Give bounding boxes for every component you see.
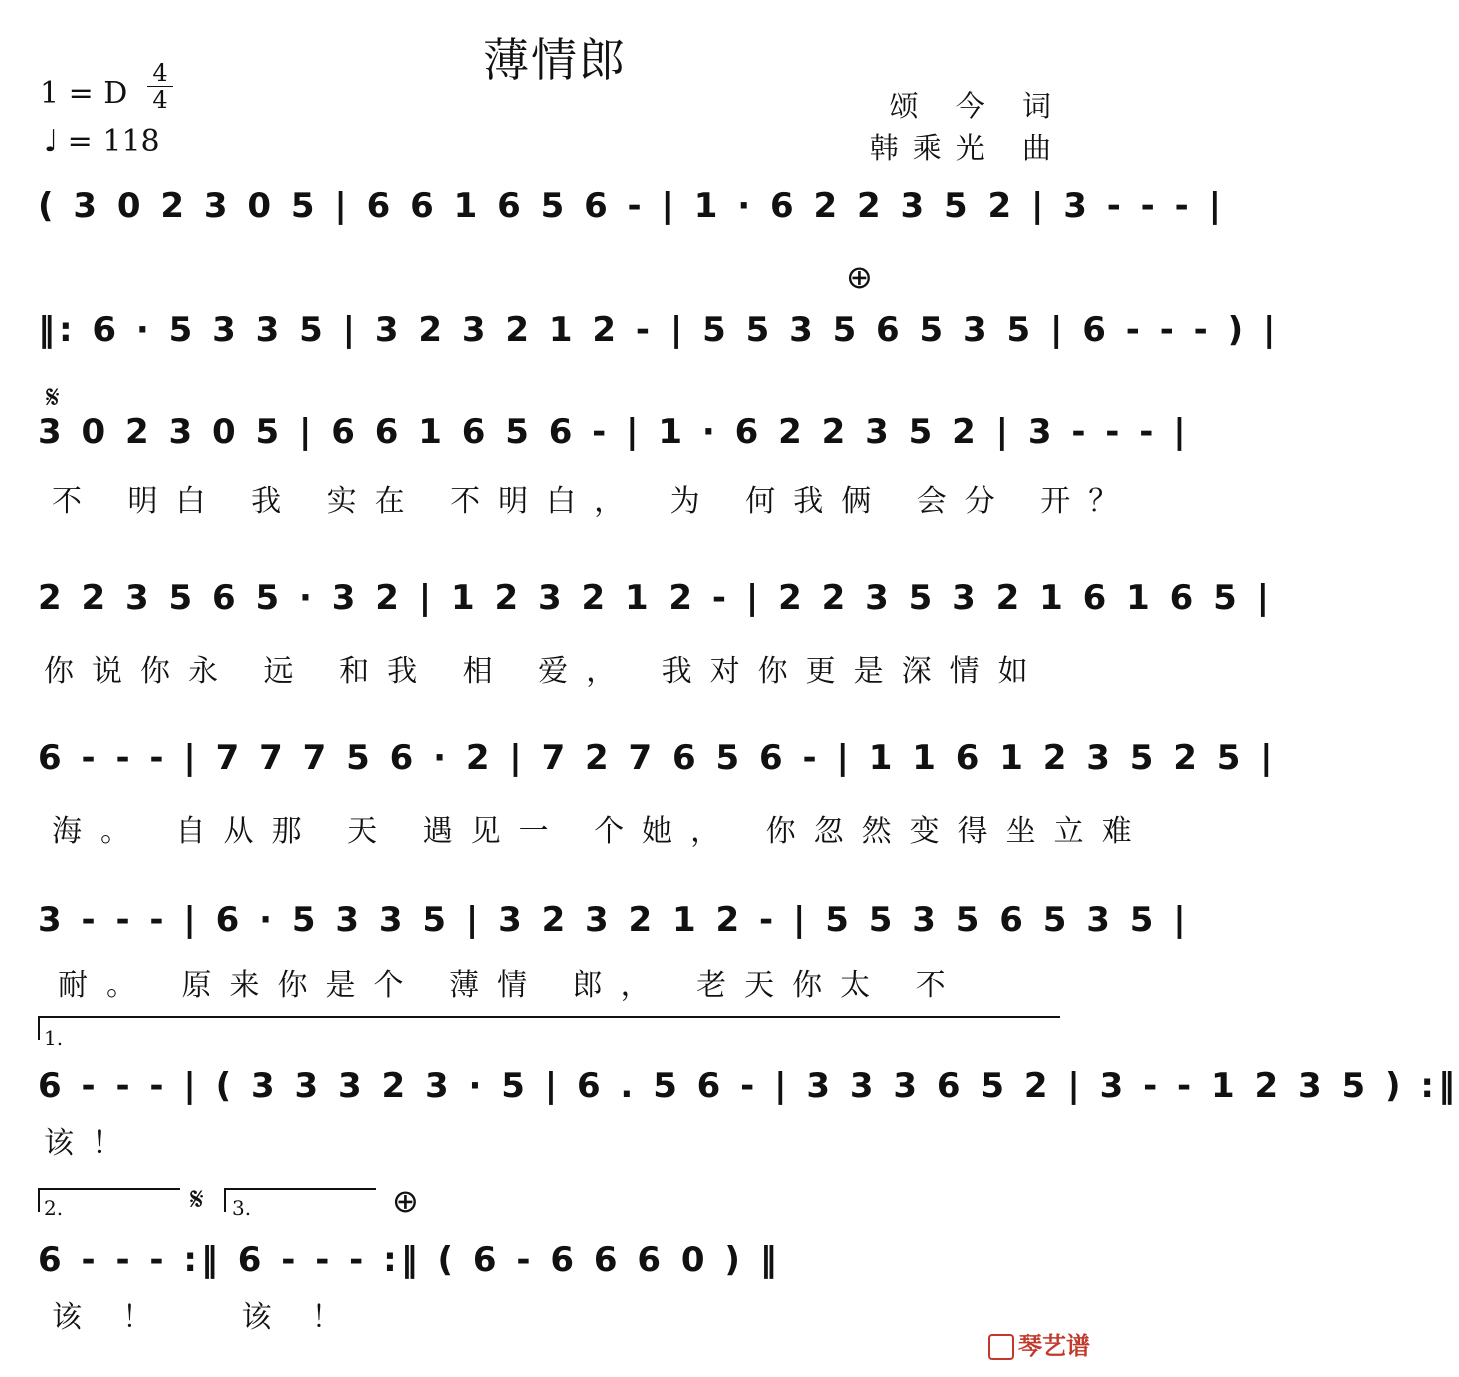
- volta-label-2: 2.: [44, 1196, 64, 1220]
- segno-icon: 𝄋: [190, 1180, 204, 1218]
- watermark-logo: [988, 1326, 1090, 1361]
- score-row-7: [38, 1066, 1459, 1106]
- volta-label-3: 3.: [232, 1196, 252, 1220]
- lyric-line: 该！: [44, 1126, 140, 1161]
- score-row-4: [38, 578, 1273, 618]
- score-row-5: [38, 738, 1277, 778]
- logo-icon: [988, 1334, 1014, 1360]
- segno-icon: 𝄋: [46, 378, 60, 416]
- coda-icon: ⊕: [846, 258, 873, 296]
- lyricist-credit: 颂 今 词: [889, 89, 1065, 123]
- score-row-2: [38, 310, 1280, 350]
- volta-label-1: 1.: [44, 1026, 64, 1050]
- notation-line: ( 3 0 2 3 0 5 | 6 6 1 6 5 6 - | 1 · 6 2 2 3 5 2 | 3 - - - |: [38, 186, 1225, 226]
- volta-bracket-1: [38, 1016, 1060, 1040]
- notation-line: 6 - - - | ( 3 3 3 2 3 · 5 | 6 . 5 6 - | 3 3 3 6 5 2 | 3 - - 1 2 3 5 ) :‖: [38, 1066, 1459, 1106]
- notation-line: 2 2 3 5 6 5 · 3 2 | 1 2 3 2 1 2 - | 2 2 3 5 3 2 1 6 1 6 5 |: [38, 578, 1273, 618]
- lyric-line: 海。 自从那 天 遇见一 个她， 你忽然变得坐立难: [52, 814, 1150, 849]
- song-title: 薄情郎: [483, 33, 627, 87]
- time-top: 4: [152, 59, 168, 87]
- score-row-8: [38, 1240, 1068, 1280]
- score-row-3: [38, 412, 1190, 452]
- notation-line: 3 - - - | 6 · 5 3 3 5 | 3 2 3 2 1 2 - | 5 5 3 5 6 5 3 5 |: [38, 900, 1190, 940]
- lyric-line: 该！ 该！: [52, 1300, 382, 1335]
- lyric-line: 不 明白 我 实在 不明白， 为 何我俩 会分 开？: [52, 484, 1137, 519]
- score-row-1: [38, 186, 1225, 226]
- time-signature: [145, 60, 175, 113]
- composer-credit: 韩乘光 曲: [869, 131, 1065, 165]
- notation-line: 6 - - - :‖ 6 - - - :‖ ( 6 - 6 6 6 0 ) ‖: [38, 1240, 781, 1280]
- coda-icon: ⊕: [392, 1182, 419, 1220]
- tempo-mark: ♩ = 118: [44, 124, 160, 159]
- notation-line: ‖: 6 · 5 3 3 5 | 3 2 3 2 1 2 - | 5 5 3 5 6 5 3 5 | 6 - - - ) |: [38, 310, 1280, 350]
- lyric-line: 你说你永 远 和我 相 爱， 我对你更是深情如: [44, 654, 1046, 689]
- time-bottom: 4: [152, 86, 168, 114]
- watermark-text: 琴艺谱: [1018, 1332, 1090, 1360]
- notation-line: 3 0 2 3 0 5 | 6 6 1 6 5 6 - | 1 · 6 2 2 3 5 2 | 3 - - - |: [38, 412, 1190, 452]
- key-signature: 1 = D: [40, 76, 128, 111]
- score-row-6: [38, 900, 1190, 940]
- notation-line: 6 - - - | 7 7 7 5 6 · 2 | 7 2 7 6 5 6 - | 1 1 6 1 2 3 5 2 5 |: [38, 738, 1277, 778]
- lyric-line: 耐。 原来你是个 薄情 郎， 老天你太 不: [58, 968, 964, 1003]
